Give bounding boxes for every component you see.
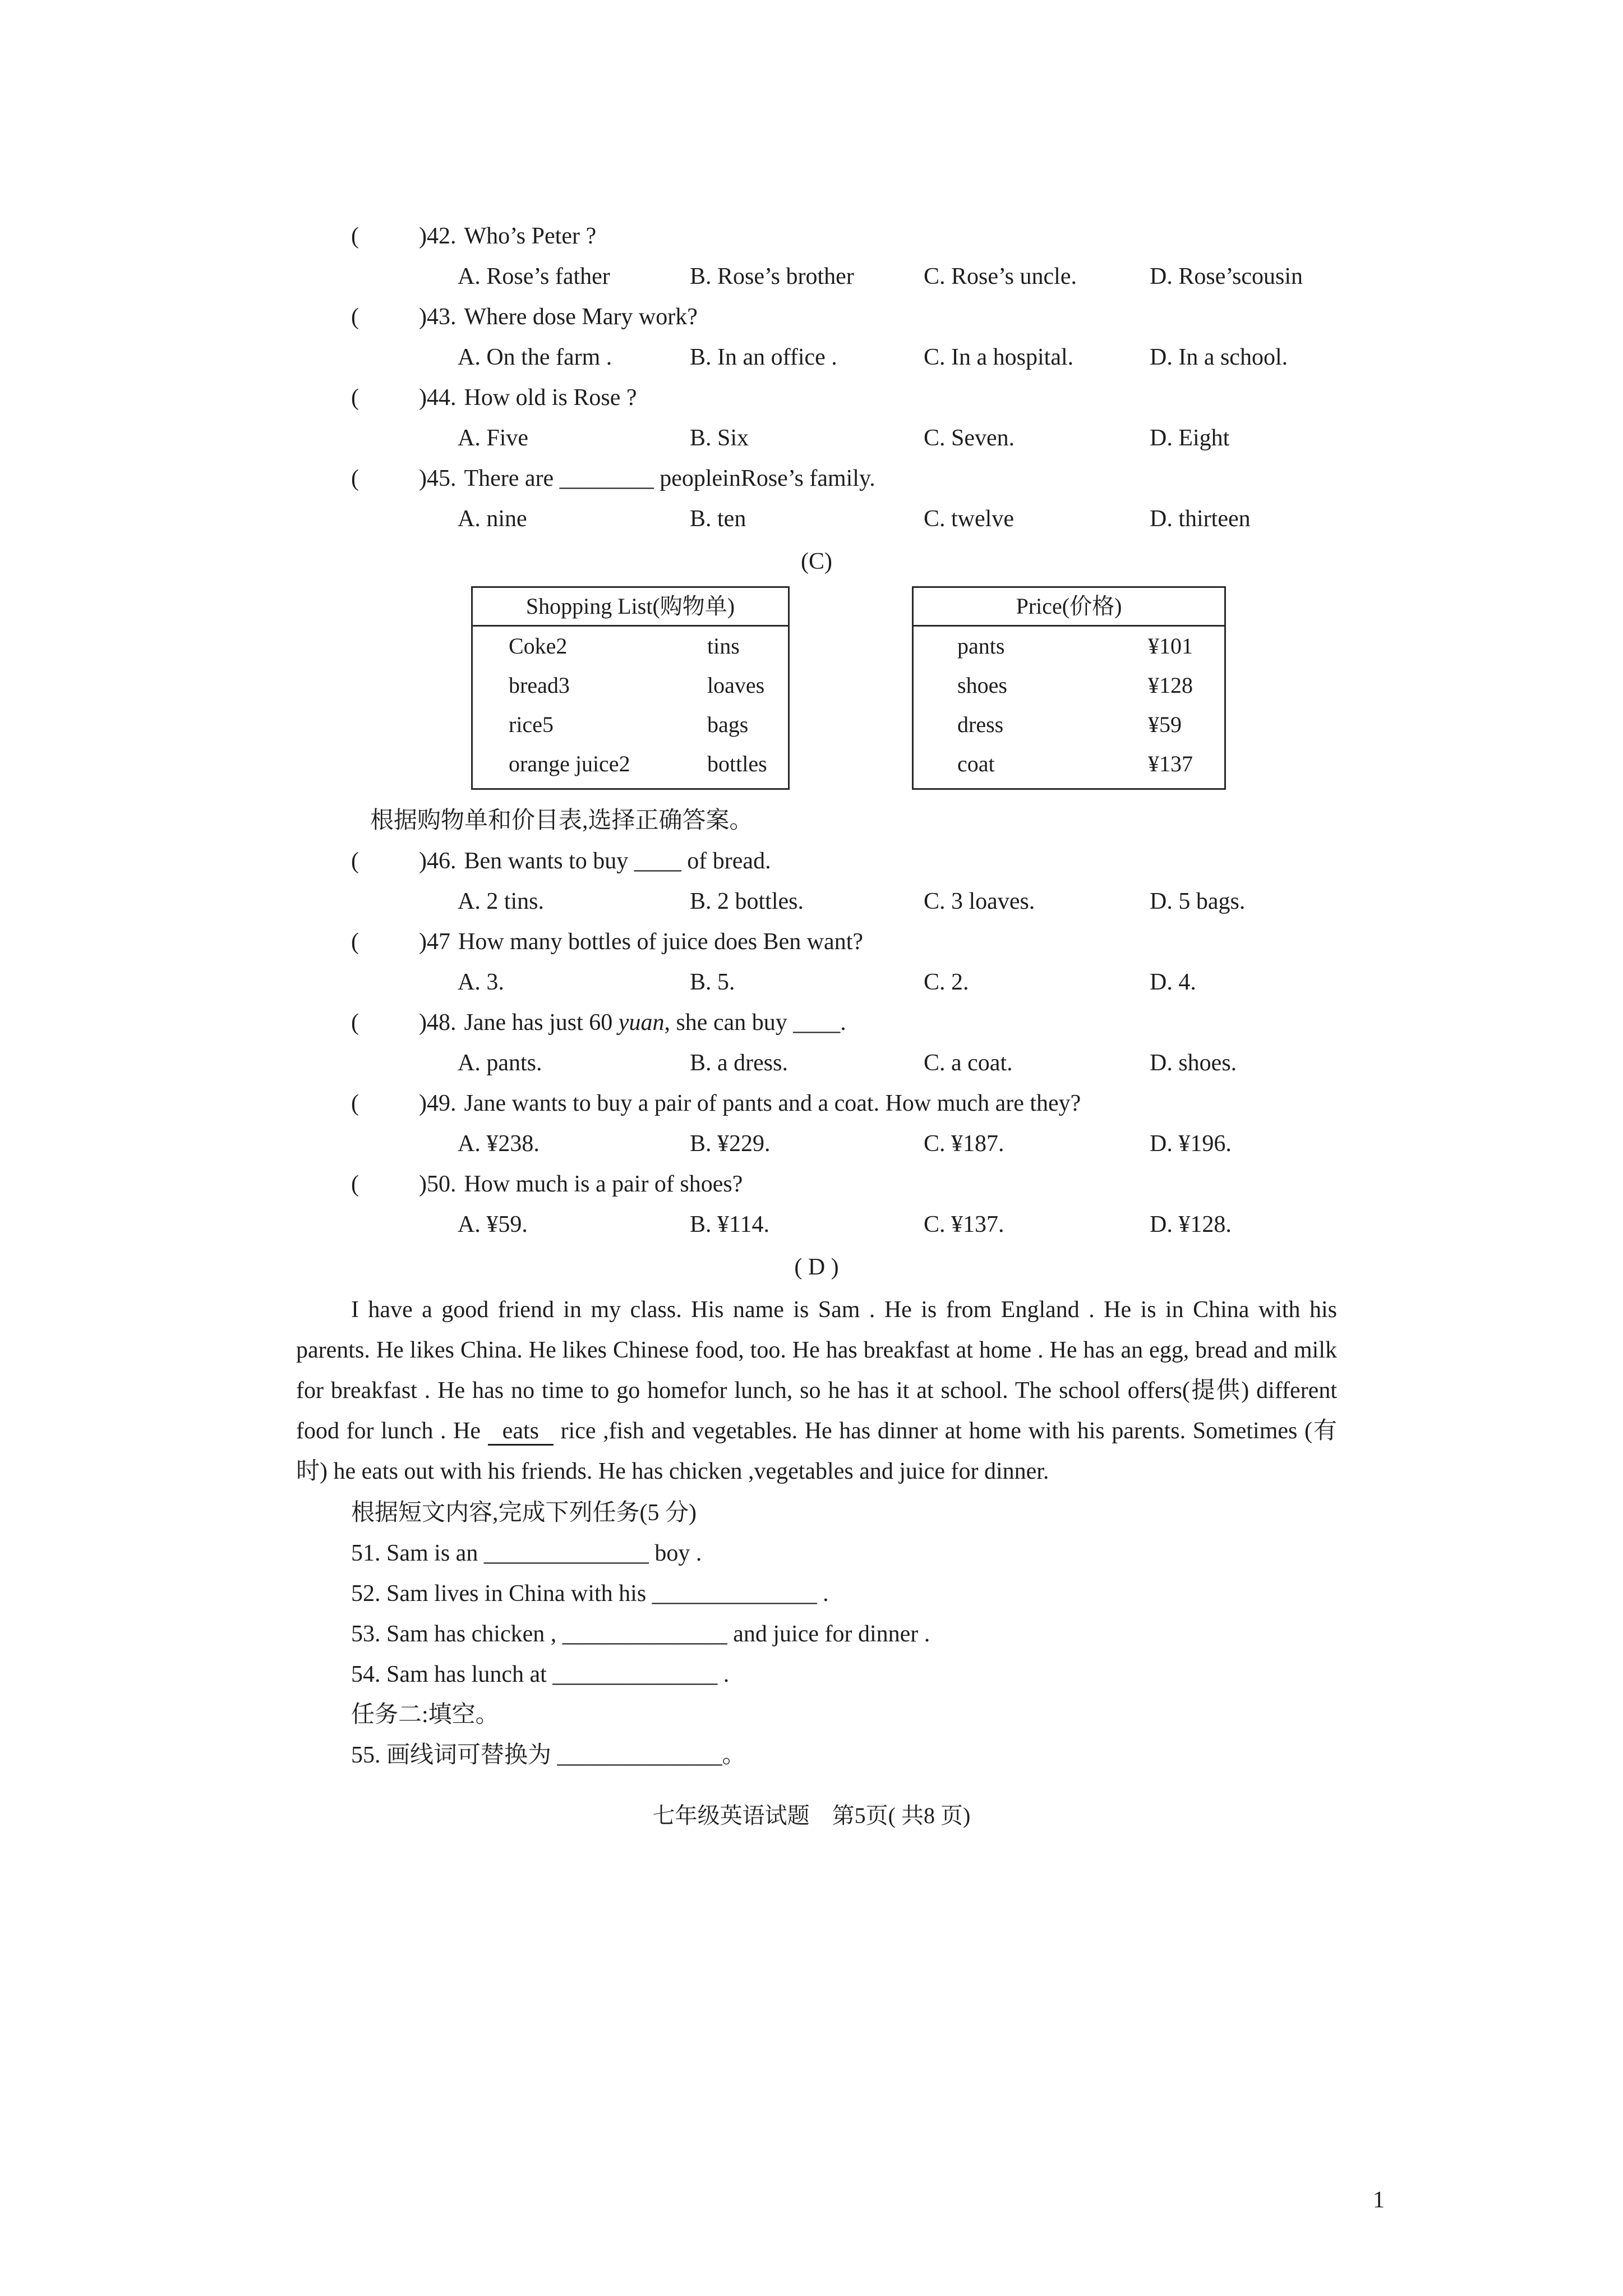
answer-paren: (: [351, 1010, 359, 1036]
question-number: )42.: [419, 223, 457, 249]
price-cell: ¥101: [1148, 633, 1193, 659]
fill-in-51: 51. Sam is an ______________ boy .: [351, 1540, 702, 1566]
question-line: [296, 1002, 1337, 1043]
question-49: [296, 1083, 1337, 1164]
unit-cell: bags: [707, 712, 749, 737]
option-a: A. 2 tins.: [458, 889, 545, 914]
question-43: [296, 297, 1337, 378]
options-row: [458, 499, 1337, 539]
italic-word: yuan: [618, 1010, 665, 1036]
question-text: Ben wants to buy ____ of bread.: [464, 848, 771, 874]
exam-page-content: [296, 216, 1337, 1775]
shopping-list-table: [471, 586, 790, 790]
option-b: B. a dress.: [690, 1050, 788, 1076]
question-45: [296, 458, 1337, 539]
answer-paren: (: [351, 385, 359, 411]
question-47: [296, 922, 1337, 1002]
price-cell: ¥59: [1148, 712, 1182, 737]
option-d: D. ¥128.: [1150, 1212, 1232, 1237]
option-b: B. Six: [690, 425, 749, 451]
option-d: D. In a school.: [1150, 344, 1288, 370]
answer-paren: (: [351, 223, 359, 249]
question-number: )50.: [419, 1171, 457, 1197]
option-d: D. Rose’scousin: [1150, 264, 1303, 289]
table-row: [473, 666, 788, 705]
options-row: [458, 1043, 1337, 1083]
question-number: )43.: [419, 304, 457, 330]
question-number: )44.: [419, 385, 457, 411]
option-b: B. 5.: [690, 969, 735, 995]
options-row: [458, 962, 1337, 1002]
underlined-word: eats: [488, 1418, 554, 1446]
table-row: [914, 744, 1224, 784]
fill-in-55: 55. 画线词可替换为 ______________。: [351, 1742, 746, 1768]
price-table: [912, 586, 1226, 790]
question-number: )48.: [419, 1010, 457, 1036]
question-number: )49.: [419, 1091, 457, 1116]
option-d: D. ¥196.: [1150, 1131, 1232, 1157]
section-d-instruction: 根据短文内容,完成下列任务(5 分): [351, 1500, 697, 1526]
section-d-label: ( D ): [794, 1254, 839, 1280]
question-50: [296, 1164, 1337, 1245]
option-c: C. ¥137.: [924, 1212, 1004, 1237]
question-46: [296, 841, 1337, 922]
option-c: C. Rose’s uncle.: [924, 264, 1077, 289]
question-text: How much is a pair of shoes?: [464, 1171, 743, 1197]
option-c: C. a coat.: [924, 1050, 1013, 1076]
option-c: C. twelve: [924, 506, 1014, 532]
answer-paren: (: [351, 304, 359, 330]
question-line: [296, 297, 1337, 337]
options-row: [458, 418, 1337, 458]
page-number: 1: [1373, 2187, 1385, 2213]
question-text-post: , she can buy ____.: [664, 1010, 846, 1036]
passage-part2: rice ,fish and vegetables. He has dinner at home with his parents. Sometimes (有时) he eats out with his friends. He has chicken ,vegetables and juice for dinner.: [296, 1418, 1338, 1484]
task-two-label: 任务二:填空。: [351, 1702, 499, 1728]
option-a: A. 3.: [458, 969, 504, 995]
unit-cell: bottles: [707, 751, 767, 776]
unit-cell: tins: [707, 633, 740, 659]
price-cell: ¥137: [1148, 751, 1193, 776]
answer-paren: (: [351, 1091, 359, 1116]
section-c-label: (C): [801, 549, 832, 574]
option-c: C. 2.: [924, 969, 969, 995]
option-a: A. nine: [458, 506, 527, 532]
fill-in-54: 54. Sam has lunch at ______________ .: [351, 1662, 730, 1687]
option-c: C. ¥187.: [924, 1131, 1004, 1157]
question-text: Jane wants to buy a pair of pants and a coat. How much are they?: [464, 1091, 1081, 1116]
fill-in-52: 52. Sam lives in China with his ______________ .: [351, 1581, 829, 1607]
page-footer: 七年级英语试题 第5页( 共8 页): [652, 1803, 971, 1828]
options-row: [458, 337, 1337, 378]
question-text: There are ________ peopleinRose’s family.: [464, 466, 875, 491]
table-row: [914, 705, 1224, 744]
option-b: B. Rose’s brother: [690, 264, 854, 289]
question-line: [296, 1083, 1337, 1124]
item-cell: rice5: [509, 712, 554, 737]
question-line: [296, 1164, 1337, 1204]
option-d: D. Eight: [1150, 425, 1230, 451]
option-d: D. 5 bags.: [1150, 889, 1246, 914]
options-row: [458, 256, 1337, 297]
option-a: A. Rose’s father: [458, 264, 610, 289]
question-line: [296, 922, 1337, 962]
fill-in-53: 53. Sam has chicken , ______________ and juice for dinner .: [351, 1621, 930, 1647]
option-b: B. 2 bottles.: [690, 889, 804, 914]
question-number: )46.: [419, 848, 457, 874]
option-c: C. 3 loaves.: [924, 889, 1035, 914]
price-table-title: Price(价格): [914, 588, 1224, 627]
question-text: How many bottles of juice does Ben want?: [458, 929, 863, 955]
question-text-pre: Jane has just 60: [464, 1010, 619, 1036]
question-text: [464, 1002, 846, 1043]
option-d: D. thirteen: [1150, 506, 1251, 532]
answer-paren: (: [351, 929, 359, 955]
options-row: [458, 881, 1337, 922]
item-cell: orange juice2: [509, 751, 630, 776]
option-a: A. pants.: [458, 1050, 542, 1076]
item-cell: shoes: [957, 673, 1007, 698]
option-d: D. shoes.: [1150, 1050, 1237, 1076]
shopping-table-title: Shopping List(购物单): [473, 588, 788, 627]
option-d: D. 4.: [1150, 969, 1196, 995]
table-row: [914, 627, 1224, 666]
question-42: [296, 216, 1337, 297]
table-row: [473, 705, 788, 744]
table-row: [473, 744, 788, 784]
option-c: C. In a hospital.: [924, 344, 1074, 370]
option-a: A. On the farm .: [458, 344, 612, 370]
option-b: B. ¥114.: [690, 1212, 769, 1237]
option-b: B. ¥229.: [690, 1131, 771, 1157]
unit-cell: loaves: [707, 673, 765, 698]
section-c-instruction: 根据购物单和价目表,选择正确答案。: [370, 808, 753, 834]
price-cell: ¥128: [1148, 673, 1193, 698]
option-b: B. ten: [690, 506, 746, 532]
options-row: [458, 1204, 1337, 1245]
answer-paren: (: [351, 1171, 359, 1197]
question-number: )45.: [419, 466, 457, 491]
option-a: A. ¥59.: [458, 1212, 528, 1237]
item-cell: Coke2: [509, 633, 568, 659]
options-row: [458, 1124, 1337, 1164]
question-line: [296, 216, 1337, 256]
item-cell: dress: [957, 712, 1004, 737]
item-cell: pants: [957, 633, 1005, 659]
tables-section: [296, 586, 1337, 797]
reading-passage: [296, 1290, 1337, 1492]
question-line: [296, 458, 1337, 499]
table-row: [914, 666, 1224, 705]
option-c: C. Seven.: [924, 425, 1015, 451]
question-48: [296, 1002, 1337, 1083]
answer-paren: (: [351, 466, 359, 491]
question-line: [296, 841, 1337, 881]
item-cell: coat: [957, 751, 995, 776]
answer-paren: (: [351, 848, 359, 874]
question-number: )47: [419, 929, 450, 955]
option-a: A. Five: [458, 425, 528, 451]
question-text: Who’s Peter ?: [464, 223, 597, 249]
question-text: How old is Rose ?: [464, 385, 637, 411]
table-row: [473, 627, 788, 666]
question-line: [296, 378, 1337, 418]
question-44: [296, 378, 1337, 458]
option-a: A. ¥238.: [458, 1131, 540, 1157]
item-cell: bread3: [509, 673, 570, 698]
option-b: B. In an office .: [690, 344, 837, 370]
question-text: Where dose Mary work?: [464, 304, 698, 330]
passage-part1: I have a good friend in my class. His name is Sam . He is from England . He is in China with his parents. He likes China. He likes Chinese food, too. He has breakfast at home . He has an egg, bread and milk for breakfast . He has no time to go homefor lunch, so he has it at school. The school offers(提供) different food for lunch . He: [296, 1297, 1337, 1444]
